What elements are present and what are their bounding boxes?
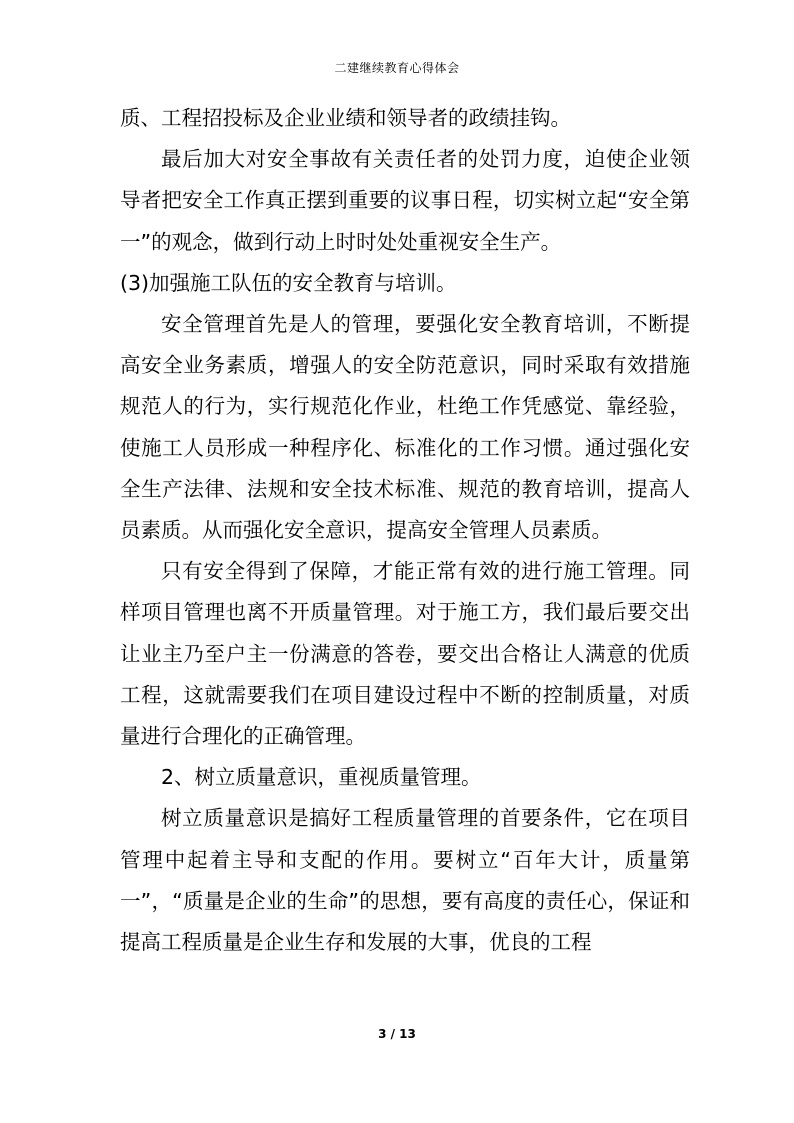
paragraph-7: 树立质量意识是搞好工程质量管理的首要条件，它在项目管理中起着主导和支配的作用。要树立“百年大计，质量第一”，“质量是企业的生命”的思想，要有高度的责任心，保证和提高工程质量是企业生存和发展的大事，优良的工程 (120, 806, 690, 955)
paragraph-4: 安全管理首先是人的管理，要强化安全教育培训，不断提高安全业务素质，增强人的安全防范意识，同时采取有效措施规范人的行为，实行规范化作业，杜绝工作凭感觉、靠经验，使施工人员形成一种程序化、标准化的工作习惯。通过强化安全生产法律、法规和安全技术标准、规范的教育培训，提高人员素质。从而强化安全意识，提高安全管理人员素质。 (120, 312, 690, 543)
paragraph-5: 只有安全得到了保障，才能正常有效的进行施工管理。同样项目管理也离不开质量管理。对于施工方，我们最后要交出让业主乃至户主一份满意的答卷，要交出合格让人满意的优质工程，这就需要我们在项目建设过程中不断的控制质量，对质量进行合理化的正确管理。 (120, 559, 690, 749)
page-number: 3 / 13 (378, 1027, 416, 1041)
paragraph-6-heading: 2、树立质量意识，重视质量管理。 (161, 765, 482, 790)
paragraph-3-heading: (3)加强施工队伍的安全教育与培训。 (120, 270, 457, 295)
paragraph-2: 最后加大对安全事故有关责任者的处罚力度，迫使企业领导者把安全工作真正摆到重要的议事日程，切实树立起“安全第一”的观念，做到行动上时时处处重视安全生产。 (120, 147, 690, 254)
page-header: 二建继续教育心得体会 (334, 61, 460, 75)
document-body (120, 98, 690, 963)
paragraph-1: 质、工程招投标及企业业绩和领导者的政绩挂钩。 (120, 106, 571, 130)
